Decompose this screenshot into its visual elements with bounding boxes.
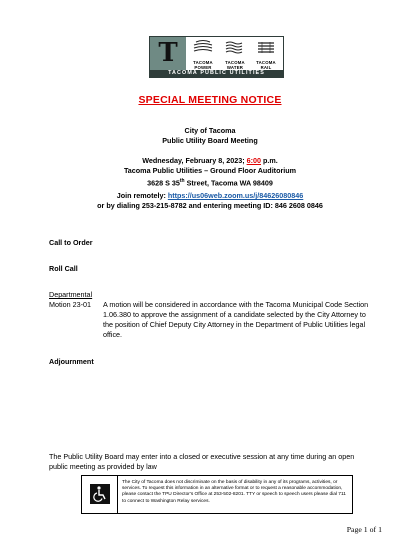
board-name: Public Utility Board Meeting [162, 136, 258, 145]
power-waves-icon [188, 39, 218, 55]
logo-unit-rail [251, 39, 281, 70]
logo-unit-power [188, 39, 218, 70]
motion-text: A motion will be considered in accordance with the Tacoma Municipal Code Section 1.06.380 to approve the assignment of a candidate selected by the City Attorney to the position of Chief Deputy City Attorney in the Department of Public Utilities legal office. [103, 300, 369, 339]
notice-divider [117, 476, 118, 513]
meeting-venue: Tacoma Public Utilities – Ground Floor Auditorium [123, 166, 297, 175]
wheelchair-glyph [90, 484, 110, 504]
logo-unit-water [220, 39, 250, 70]
departmental-label: Departmental [49, 290, 93, 299]
roll-call-heading: Roll Call [49, 264, 78, 273]
org-name: City of Tacoma [184, 126, 236, 135]
water-waves-icon [220, 39, 250, 55]
meeting-time-suffix: p.m. [261, 156, 278, 165]
rail-tracks-icon [251, 39, 281, 55]
accessibility-notice-box [81, 475, 353, 514]
meeting-datetime [0, 156, 420, 166]
meeting-date: Wednesday, February 8, 2023; [142, 156, 247, 165]
page-number: Page 1 of 1 [346, 525, 382, 534]
motion-number: Motion 23-01 [49, 300, 91, 309]
address-pre: 3628 S 35 [147, 178, 180, 188]
join-remote [0, 191, 420, 201]
adjournment-heading: Adjournment [49, 357, 94, 366]
page-title: SPECIAL MEETING NOTICE [138, 94, 282, 106]
address-sup: th [179, 178, 185, 184]
accessibility-notice-text: The City of Tacoma does not discriminate on the basis of disability in any of its programs, activities, or services. To request this information in an alternative format or to request a reasonable accommodation, please contact the TPU Director's Office at 253-502-8201. TTY or speech to speech users please dial 711 to connect to Washington Relay services. [122, 480, 346, 504]
join-label: Join remotely: [116, 191, 168, 200]
meeting-address [0, 176, 420, 188]
logo-unit-rail-label: TACOMA RAIL [256, 60, 276, 70]
tacoma-public-utilities-logo [149, 36, 284, 78]
wheelchair-accessibility-icon [90, 484, 110, 504]
logo-unit-power-label: TACOMA POWER [193, 60, 213, 70]
logo-letter: T [158, 38, 178, 68]
zoom-link[interactable]: https://us06web.zoom.us/j/84626080846 [167, 191, 304, 200]
address-post: Street, Tacoma WA 98409 [184, 178, 273, 188]
executive-session-note: The Public Utility Board may enter into a closed or executive session at any time during an open public meeting as provided by law [49, 452, 355, 471]
logo-band: TACOMA PUBLIC UTILITIES [150, 70, 283, 77]
meeting-time: 6:00 [246, 156, 261, 165]
call-to-order-heading: Call to Order [49, 238, 93, 247]
logo-t-block [150, 37, 186, 70]
logo-unit-water-label: TACOMA WATER [225, 60, 245, 70]
dial-in-text: or by dialing 253-215-8782 and entering meeting ID: 846 2608 0846 [97, 201, 323, 210]
